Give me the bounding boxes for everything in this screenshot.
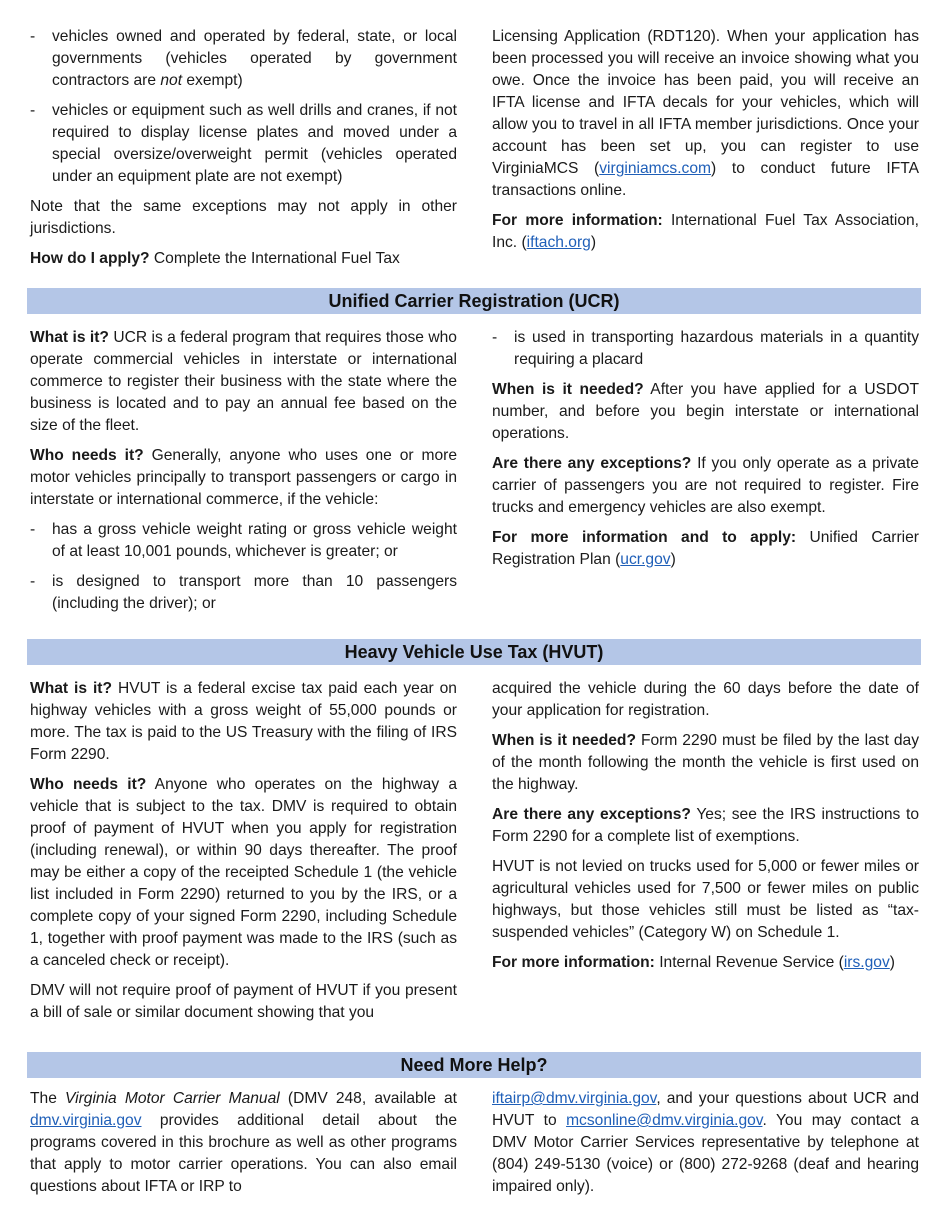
ucr-conditions-list-cont [492, 327, 919, 371]
hvut-section-header: Heavy Vehicle Use Tax (HVUT) [27, 639, 921, 665]
ifta-info: For more information: International Fuel Tax Association, Inc. (iftach.org) [492, 212, 920, 251]
hvut-dmv-note: DMV will not require proof of payment of HVUT if you present a bill of sale or similar document showing that you [30, 982, 457, 1021]
ucr-left-column [30, 327, 457, 623]
help-right-column [492, 1088, 919, 1206]
hvut-what: What is it? HVUT is a federal excise tax paid each year on highway vehicles with a gross weight of 55,000 pounds or more. The tax is paid to the US Treasury with the filing of IRS Form 2290. [30, 680, 457, 763]
list-item: - is designed to transport more than 10 passengers (including the driver); or [30, 571, 457, 615]
ifta-exemption-list [30, 26, 457, 188]
help-paragraph: The Virginia Motor Carrier Manual (DMV 248, available at dmv.virginia.gov provides additional detail about the programs covered in this brochure as well as other programs that apply to motor carrier operations. You can also email questions about IFTA or IRP to [30, 1090, 457, 1195]
list-item: - has a gross vehicle weight rating or gross vehicle weight of at least 10,001 pounds, whichever is greater; or [30, 519, 457, 563]
ucr-info: For more information and to apply: Unified Carrier Registration Plan (ucr.gov) [492, 529, 919, 568]
ucr-gov-link[interactable]: ucr.gov [620, 551, 671, 568]
help-paragraph-cont: iftairp@dmv.virginia.gov, and your questions about UCR and HVUT to mcsonline@dmv.virginia.gov. You may contact a DMV Motor Carrier Services representative by telephone at (804) 249-5130 (voice) or (800) 272-9268 (deaf and hearing impaired only). [492, 1090, 919, 1195]
virginiamcs-link[interactable]: virginiamcs.com [599, 160, 712, 177]
ifta-note: Note that the same exceptions may not apply in other jurisdictions. [30, 198, 457, 237]
ucr-section-header: Unified Carrier Registration (UCR) [27, 288, 921, 314]
hvut-info: For more information: Internal Revenue Service (irs.gov) [492, 954, 895, 971]
list-item: - vehicles owned and operated by federal, state, or local governments (vehicles operated by government contractors are not exempt) [30, 26, 457, 92]
ifta-apply-heading: How do I apply? Complete the International Fuel Tax [30, 250, 400, 267]
hvut-levy-note: HVUT is not levied on trucks used for 5,000 or fewer miles or agricultural vehicles used for 7,500 or fewer miles on public highways, but those vehicles still must be listed as “tax-suspended vehicles” (Category W) on Schedule 1. [492, 858, 919, 941]
hvut-dmv-note-cont: acquired the vehicle during the 60 days before the date of your application for registration. [492, 680, 919, 719]
iftach-link[interactable]: iftach.org [526, 234, 591, 251]
ucr-when: When is it needed? After you have applied for a USDOT number, and before you begin interstate or international operations. [492, 381, 919, 442]
help-left-column [30, 1088, 457, 1206]
ucr-who: Who needs it? Generally, anyone who uses one or more motor vehicles principally to transport passengers or cargo in interstate or international commerce, if the vehicle: [30, 447, 457, 508]
ifta-right-column [492, 26, 919, 262]
hvut-when: When is it needed? Form 2290 must be filed by the last day of the month following the month the vehicle is first used on the highway. [492, 732, 920, 793]
ucr-exceptions: Are there any exceptions? If you only operate as a private carrier of passengers you are not required to register. Fire trucks and emergency vehicles are also exempt. [492, 455, 919, 516]
help-section-header: Need More Help? [27, 1052, 921, 1078]
iftairp-email-link[interactable]: iftairp@dmv.virginia.gov [492, 1090, 657, 1107]
ucr-what: What is it? UCR is a federal program that requires those who operate commercial vehicles in interstate or international commerce to register their business with the state where the business is located and to pay an annual fee based on the size of the fleet. [30, 329, 457, 434]
hvut-exceptions: Are there any exceptions? Yes; see the IRS instructions to Form 2290 for a complete list of exemptions. [492, 806, 919, 845]
list-item: - vehicles or equipment such as well drills and cranes, if not required to display license plates and moved under a special oversize/overweight permit (vehicles operated under an equipment plate are not exempt) [30, 100, 457, 188]
list-item: - is used in transporting hazardous materials in a quantity requiring a placard [492, 327, 919, 371]
mcsonline-email-link[interactable]: mcsonline@dmv.virginia.gov [566, 1112, 763, 1129]
ucr-right-column [492, 327, 919, 579]
hvut-left-column [30, 678, 457, 1032]
ucr-conditions-list [30, 519, 457, 615]
dmv-site-link[interactable]: dmv.virginia.gov [30, 1112, 142, 1129]
irs-gov-link[interactable]: irs.gov [843, 954, 890, 971]
hvut-who: Who needs it? Anyone who operates on the highway a vehicle that is subject to the tax. DMV is required to obtain proof of payment of HVUT when you apply for registration (including renewal), or within 90 days thereafter. The proof may be either a copy of the receipted Schedule 1 (the vehicle list included in Form 2290) returned to you by the IRS, or a complete copy of your signed Form 2290, including Schedule 1, together with proof payment was made to the IRS (such as a canceled check or receipt). [30, 776, 457, 969]
ifta-left-column [30, 26, 457, 278]
ifta-apply-paragraph: Licensing Application (RDT120). When your application has been processed you will receive an invoice showing what you owe. Once the invoice has been paid, you will receive an IFTA license and IFTA decals for your vehicles, which will allow you to travel in all IFTA member jurisdictions. Once your account has been set up, you can register to use VirginiaMCS (virginiamcs.com) to conduct future IFTA transactions online. [492, 28, 919, 199]
hvut-right-column [492, 678, 919, 982]
